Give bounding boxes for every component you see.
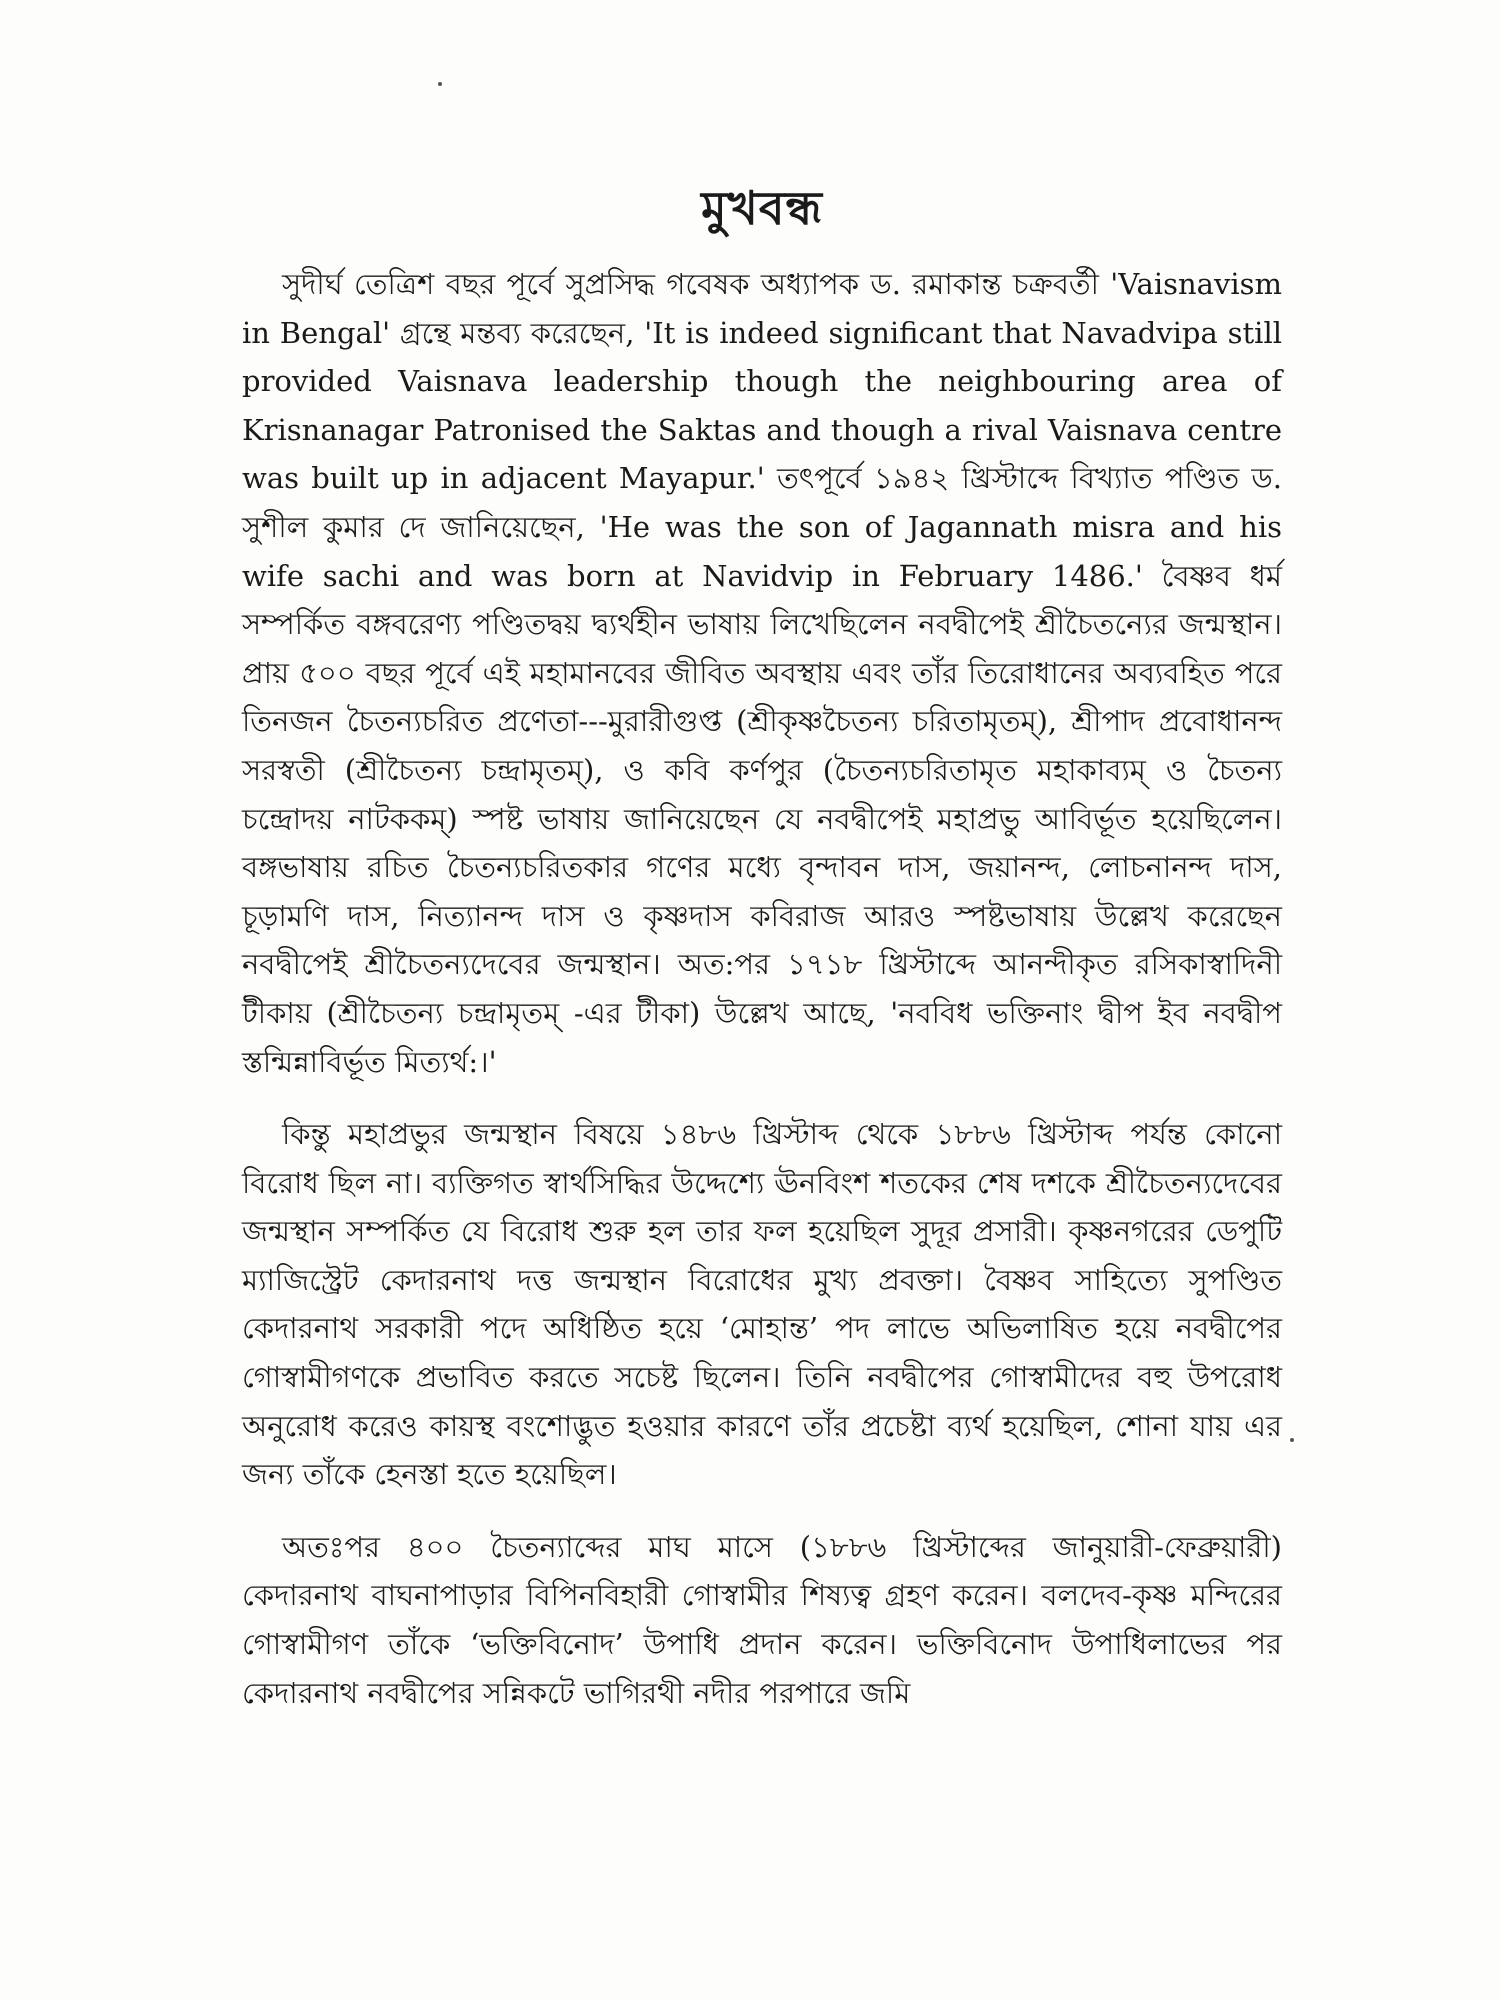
page-content [242,178,1282,1717]
paragraph-3: অতঃপর ৪০০ চৈতন্যাব্দের মাঘ মাসে (১৮৮৬ খ্রিস্টাব্দের জানুয়ারী-ফেব্রুয়ারী) কেদারনাথ বাঘনাপাড়ার বিপিনবিহারী গোস্বামীর শিষ্যত্ব গ্রহণ করেন। বলদেব-কৃষ্ণ মন্দিরের গোস্বামীগণ তাঁকে ‘ভক্তিবিনোদ’ উপাধি প্রদান করেন। ভক্তিবিনোদ উপাধিলাভের পর কেদারনাথ নবদ্বীপের সন্নিকটে ভাগিরথী নদীর পরপারে জমি [242,1529,1282,1710]
page-title: মুখবন্ধ [701,181,823,235]
print-speck [1290,1438,1294,1442]
paragraph-2: কিন্তু মহাপ্রভুর জন্মস্থান বিষয়ে ১৪৮৬ খ্রিস্টাব্দ থেকে ১৮৮৬ খ্রিস্টাব্দ পর্যন্ত কোনো বিরোধ ছিল না। ব্যক্তিগত স্বার্থসিদ্ধির উদ্দেশ্যে ঊনবিংশ শতকের শেষ দশকে শ্রীচৈতন্যদেবের জন্মস্থান সম্পর্কিত যে বিরোধ শুরু হল তার ফল হয়েছিল সুদূর প্রসারী। কৃষ্ণনগরের ডেপুটি ম্যাজিস্ট্রেট কেদারনাথ দত্ত জন্মস্থান বিরোধের মুখ্য প্রবক্তা। বৈষ্ণব সাহিত্যে সুপণ্ডিত কেদারনাথ সরকারী পদে অধিষ্ঠিত হয়ে ‘মোহান্ত’ পদ লাভে অভিলাষিত হয়ে নবদ্বীপের গোস্বামীগণকে প্রভাবিত করতে সচেষ্ট ছিলেন। তিনি নবদ্বীপের গোস্বামীদের বহু উপরোধ অনুরোধ করেও কায়স্থ বংশোদ্ভুত হওয়ার কারণে তাঁর প্রচেষ্টা ব্যর্থ হয়েছিল, শোনা যায় এর জন্য তাঁকে হেনস্তা হতে হয়েছিল। [242,1117,1282,1492]
print-speck [438,82,442,86]
paragraph-1: সুদীর্ঘ তেত্রিশ বছর পূর্বে সুপ্রসিদ্ধ গবেষক অধ্যাপক ড. রমাকান্ত চক্রবর্তী 'Vaisnavism in Bengal' গ্রন্থে মন্তব্য করেছেন, 'It is indeed significant that Navadvipa still provided Vaisnava leadership though the neighbouring area of Krisnanagar Patronised the Saktas and though a rival Vaisnava centre was built up in adjacent Mayapur.' তৎপূর্বে ১৯৪২ খ্রিস্টাব্দে বিখ্যাত পণ্ডিত ড. সুশীল কুমার দে জানিয়েছেন, 'He was the son of Jagannath misra and his wife sachi and was born at Navidvip in February 1486.' বৈষ্ণব ধর্ম সম্পর্কিত বঙ্গবরেণ্য পণ্ডিতদ্বয় দ্ব্যর্থহীন ভাষায় লিখেছিলেন নবদ্বীপেই শ্রীচৈতন্যের জন্মস্থান। প্রায় ৫০০ বছর পূর্বে এই মহামানবের জীবিত অবস্থায় এবং তাঁর তিরোধানের অব্যবহিত পরে তিনজন চৈতন্যচরিত প্রণেতা---মুরারীগুপ্ত (শ্রীকৃষ্ণচৈতন্য চরিতামৃতম্), শ্রীপাদ প্রবোধানন্দ সরস্বতী (শ্রীচৈতন্য চন্দ্রামৃতম্), ও কবি কর্ণপুর (চৈতন্যচরিতামৃত মহাকাব্যম্ ও চৈতন্য চন্দ্রোদয় নাটককম্) স্পষ্ট ভাষায় জানিয়েছেন যে নবদ্বীপেই মহাপ্রভু আবির্ভূত হয়েছিলেন। বঙ্গভাষায় রচিত চৈতন্যচরিতকার গণের মধ্যে বৃন্দাবন দাস, জয়ানন্দ, লোচনানন্দ দাস, চূড়ামণি দাস, নিত্যানন্দ দাস ও কৃষ্ণদাস কবিরাজ আরও স্পষ্টভাষায় উল্লেখ করেছেন নবদ্বীপেই শ্রীচৈতন্যদেবের জন্মস্থান। অত:পর ১৭১৮ খ্রিস্টাব্দে আনন্দীকৃত রসিকাস্বাদিনী টীকায় (শ্রীচৈতন্য চন্দ্রামৃতম্ -এর টীকা) উল্লেখ আছে, 'নববিধ ভক্তিনাং দ্বীপ ইব নবদ্বীপ স্তন্মিন্নাবির্ভূত মিত্যর্থ:।' [242,267,1282,1079]
